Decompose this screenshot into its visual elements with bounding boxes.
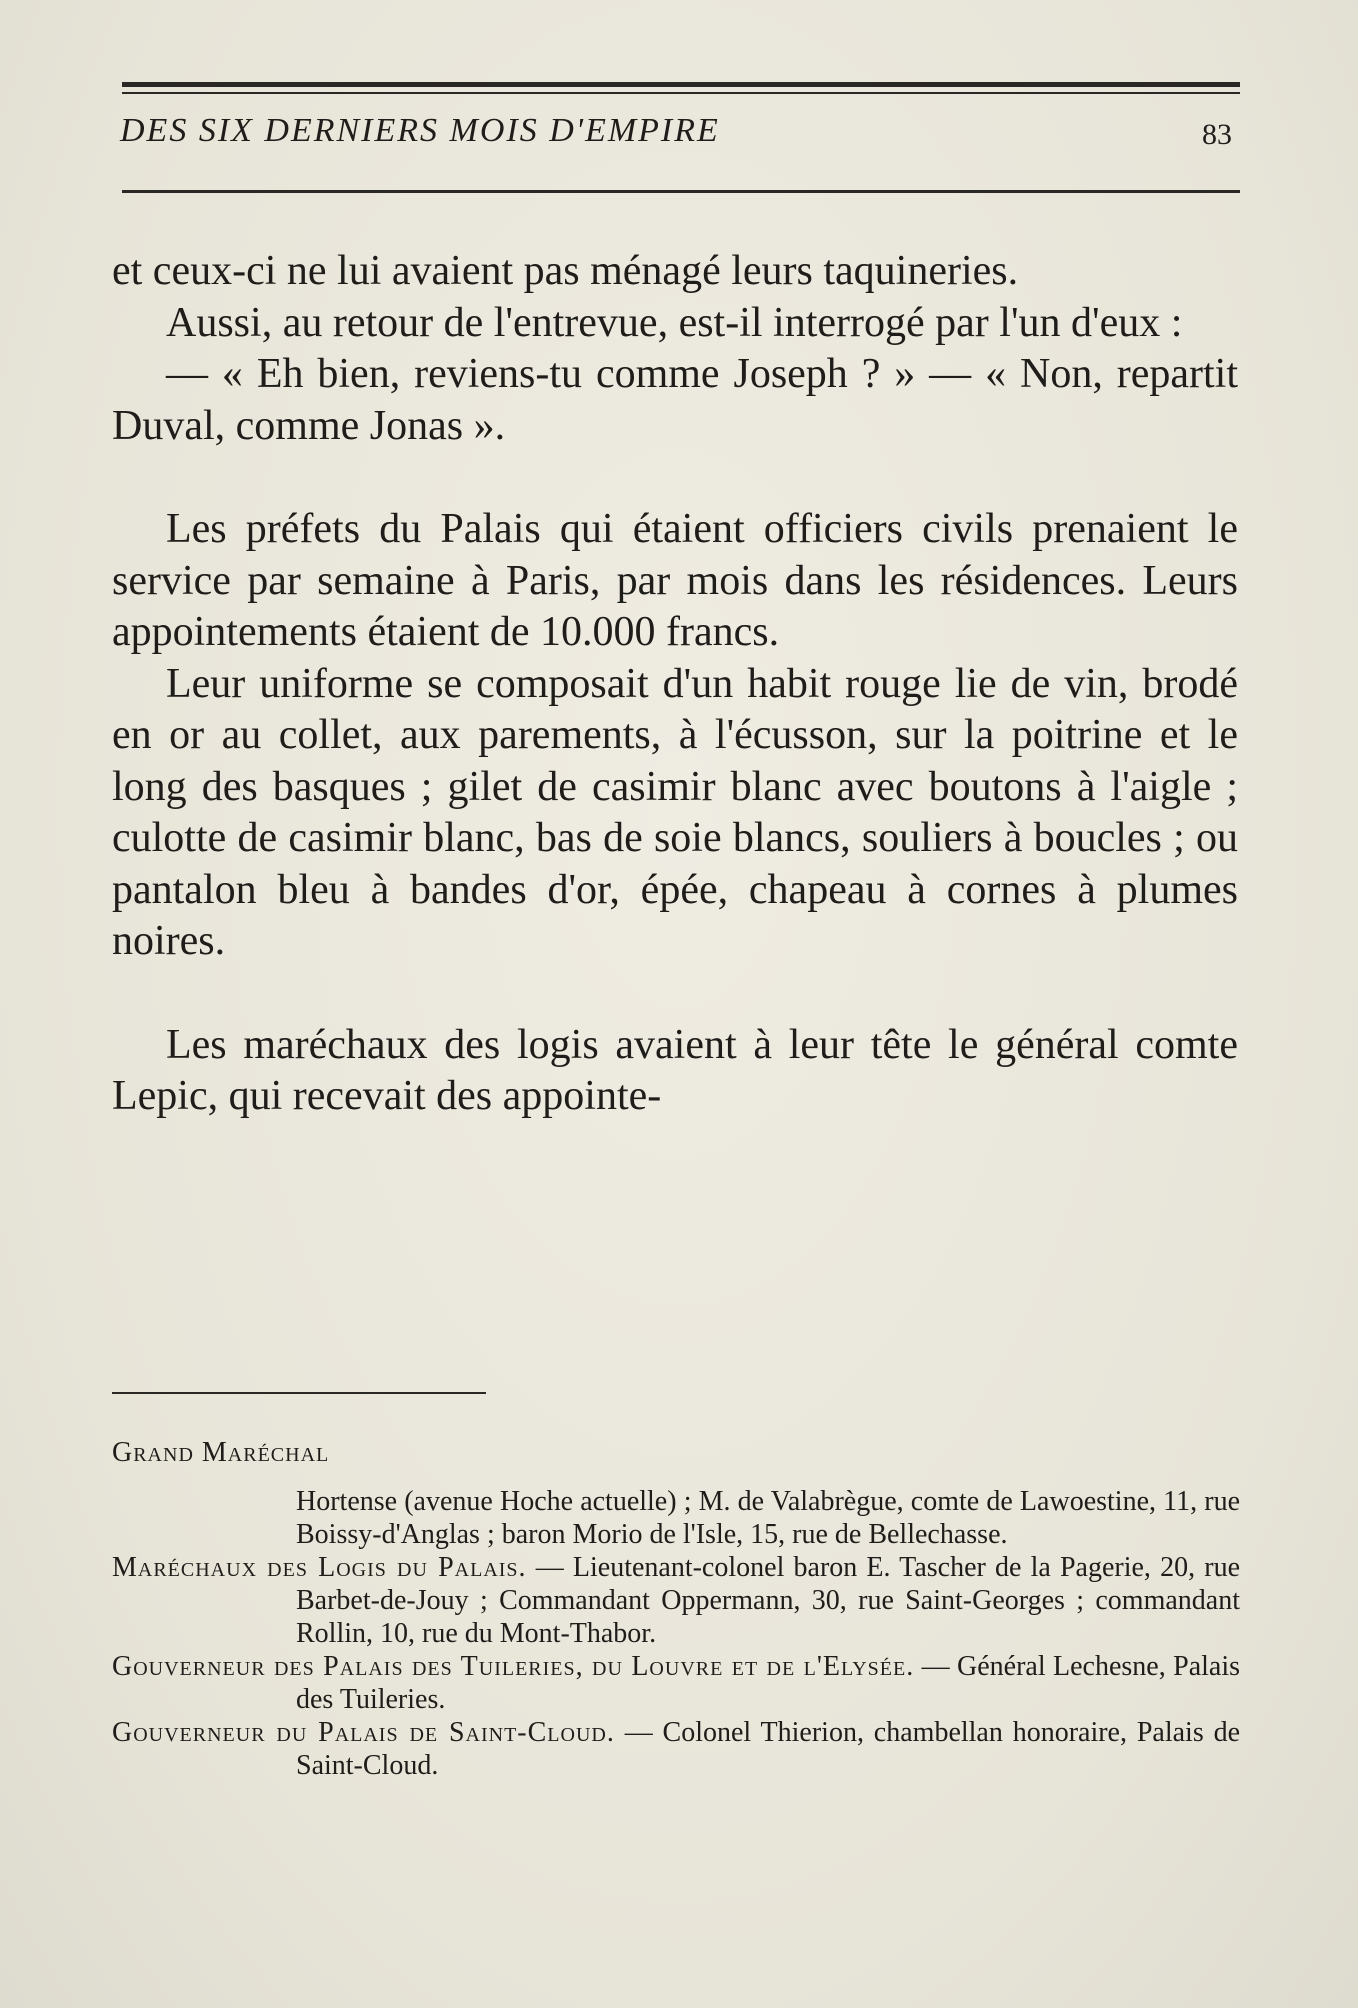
footnote-grand-marechal-label: Grand Maréchal bbox=[112, 1437, 330, 1468]
footnote-gouverneur-stcloud-text: — Colonel Thierion, chambellan honoraire, Palais de Saint-Cloud. bbox=[296, 1717, 1240, 1781]
body-text bbox=[112, 246, 1238, 1123]
paragraph-6: Les maréchaux des logis avaient à leur tête le général comte Lepic, qui recevait des appointe- bbox=[112, 1021, 1238, 1119]
footnote-marechaux bbox=[112, 1551, 1240, 1650]
footnote-gouverneur-tuileries bbox=[112, 1650, 1240, 1716]
paragraph-5: Leur uniforme se composait d'un habit rouge lie de vin, brodé en or au collet, aux parements, à l'écusson, sur la poitrine et le long des basques ; gilet de casimir blanc avec boutons à l'aigle ; culotte de casimir blanc, bas de soie blancs, souliers à boucles ; ou pantalon bleu à bandes d'or, épée, chapeau à cornes à plumes noires. bbox=[112, 660, 1238, 964]
paragraph-2: Aussi, au retour de l'entrevue, est-il interrogé par l'un d'eux : bbox=[166, 299, 1183, 346]
page-number: 83 bbox=[1202, 118, 1232, 151]
footnote-marechaux-text: — Lieutenant-colonel baron E. Tascher de la Pagerie, 20, rue Barbet-de-Jouy ; Commandant Oppermann, 30, rue Saint-Georges ; commandant Rollin, 10, rue du Mont-Thabor. bbox=[296, 1552, 1240, 1649]
top-thin-rule bbox=[122, 92, 1240, 94]
footnote-gouverneur-stcloud-label: Gouverneur du Palais de Saint-Cloud. bbox=[112, 1717, 615, 1748]
footnote-grand-marechal-text: Hortense (avenue Hoche actuelle) ; M. de Valabrègue, comte de Lawoestine, 11, rue Boissy-d'Anglas ; baron Morio de l'Isle, 15, rue de Bellechasse. bbox=[296, 1486, 1240, 1550]
footnotes bbox=[112, 1436, 1240, 1782]
header-rule bbox=[122, 190, 1240, 193]
footnote-gouverneur-stcloud bbox=[112, 1716, 1240, 1782]
footnote-gouverneur-tuileries-text: — Général Lechesne, Palais des Tuileries. bbox=[296, 1651, 1241, 1715]
footnote-marechaux-label: Maréchaux des Logis du Palais. bbox=[112, 1552, 527, 1583]
top-double-rule bbox=[122, 82, 1240, 87]
paragraph-3: — « Eh bien, reviens-tu comme Joseph ? » — « Non, repartit Duval, comme Jonas ». bbox=[112, 351, 1238, 449]
running-title: DES SIX DERNIERS MOIS D'EMPIRE bbox=[120, 112, 720, 149]
paragraph-4: Les préfets du Palais qui étaient officiers civils prenaient le service par semaine à Paris, par mois dans les résidences. Leurs appointements étaient de 10.000 francs. bbox=[112, 506, 1238, 655]
footnote-rule bbox=[112, 1392, 486, 1394]
running-head bbox=[120, 112, 1240, 162]
footnote-gouverneur-tuileries-label: Gouverneur des Palais des Tuileries, du Louvre et de l'Elysée. bbox=[112, 1651, 915, 1682]
paragraph-1: et ceux-ci ne lui avaient pas ménagé leurs taquineries. bbox=[112, 248, 1019, 294]
